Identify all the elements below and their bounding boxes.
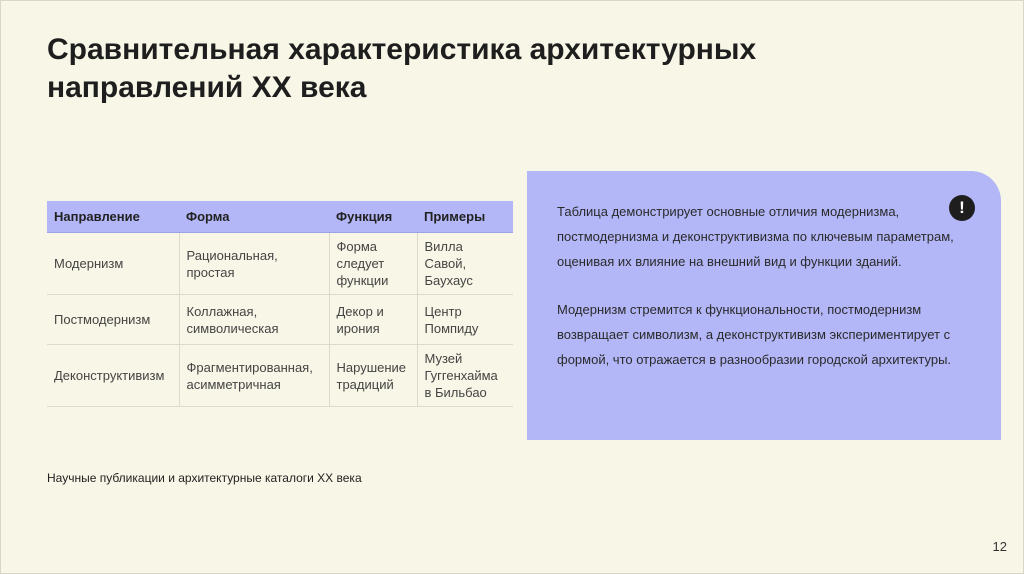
page-number: 12 (992, 539, 1007, 554)
table-header-row (47, 201, 513, 233)
table-cell: Декор и ирония (329, 295, 417, 345)
title-line-1: Сравнительная характеристика архитектурных (47, 33, 757, 66)
table-cell: Нарушение традиций (329, 345, 417, 407)
info-paragraph-1: Таблица демонстрирует основные отличия модернизма, постмодернизма и деконструктивизма по ключевым параметрам, оценивая их влияние на внешний вид и функции зданий. (557, 204, 954, 269)
table-cell: Постмодернизм (47, 295, 179, 345)
source-note: Научные публикации и архитектурные каталоги XX века (47, 471, 362, 485)
table-cell: Фрагментированная, асимметричная (179, 345, 329, 407)
slide-title (47, 31, 947, 107)
table-cell: Центр Помпиду (417, 295, 513, 345)
exclamation-icon: ! (949, 195, 975, 221)
info-paragraph-2: Модернизм стремится к функциональности, постмодернизм возвращает символизм, а деконструктивизм экспериментирует с формой, что отражается в разнообразии городской архитектуры. (557, 302, 952, 367)
header-examples: Примеры (417, 201, 513, 233)
comparison-table (47, 201, 513, 407)
comparison-table-container (47, 201, 513, 407)
table-cell: Деконструктивизм (47, 345, 179, 407)
info-card (527, 171, 1001, 440)
table-cell: Вилла Савой, Баухаус (417, 233, 513, 295)
table-row (47, 345, 513, 407)
title-line-2: направлений XX века (47, 71, 367, 104)
table-row (47, 233, 513, 295)
table-cell: Форма следует функции (329, 233, 417, 295)
header-direction: Направление (47, 201, 179, 233)
table-row (47, 295, 513, 345)
table-cell: Музей Гуггенхайма в Бильбао (417, 345, 513, 407)
header-function: Функция (329, 201, 417, 233)
table-cell: Коллажная, символическая (179, 295, 329, 345)
table-cell: Рациональная, простая (179, 233, 329, 295)
table-cell: Модернизм (47, 233, 179, 295)
header-form: Форма (179, 201, 329, 233)
